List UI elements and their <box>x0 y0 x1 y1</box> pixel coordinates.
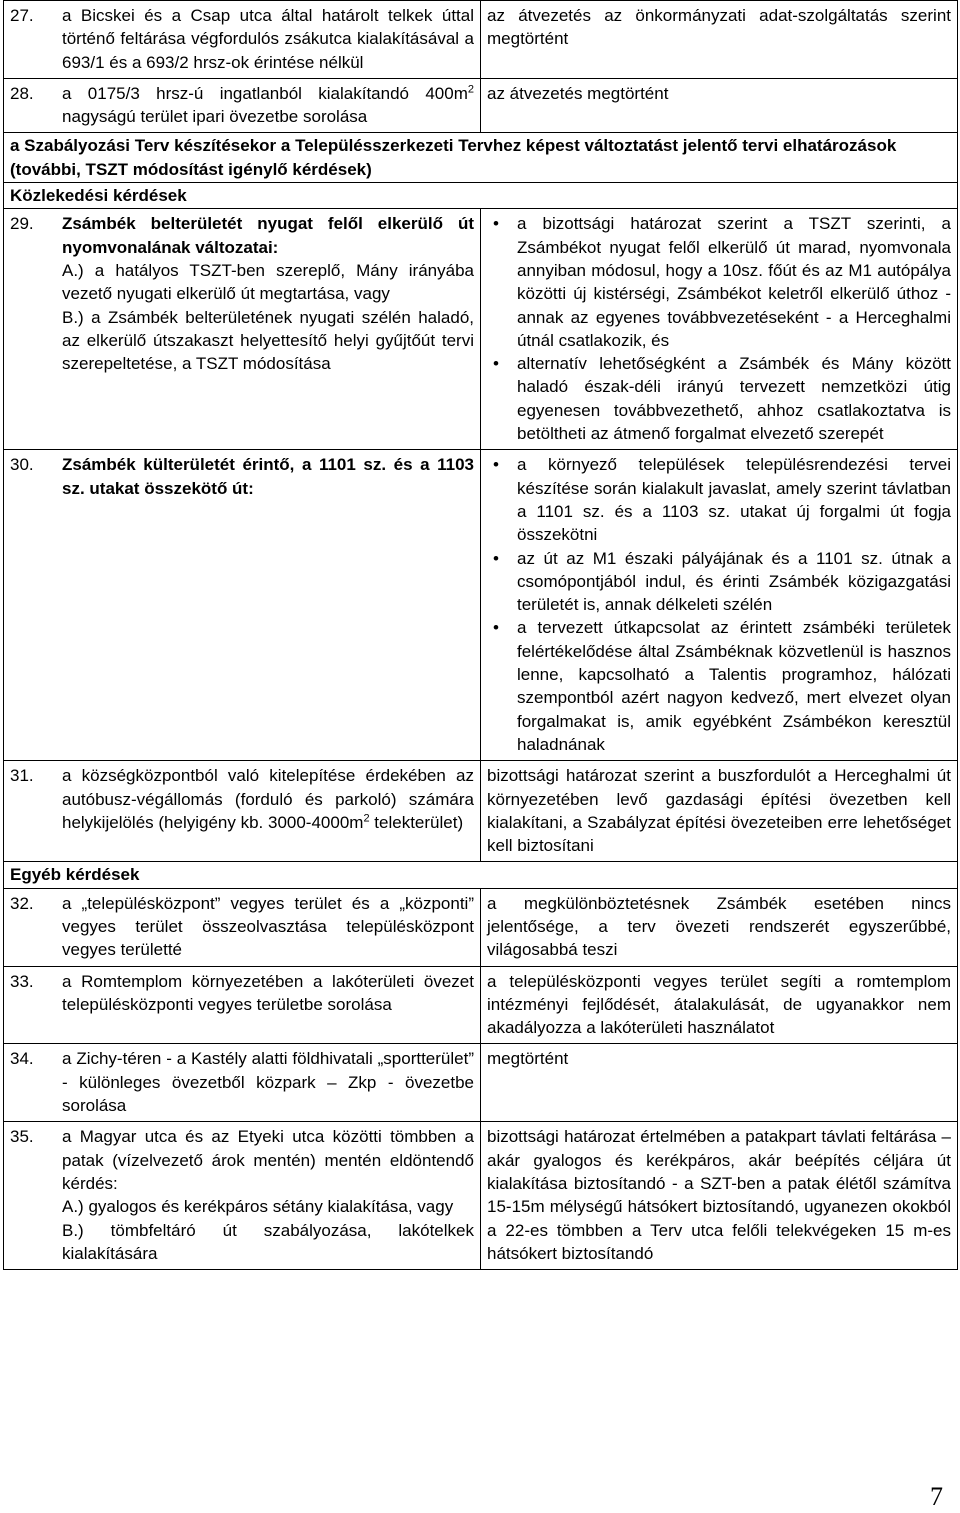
item-number: 31. <box>10 766 34 786</box>
list-item: • a környező települések településrendezési tervei készítése során kialakult javaslat, amely szerint távlatban a 1101 sz. és a 1103 sz. utakat új forgalmi út fogja összekötni <box>487 453 951 546</box>
item-number: 29. <box>10 214 34 234</box>
table-row <box>4 966 958 1044</box>
bullet-list <box>487 212 951 445</box>
item-text-part: nagyságú terület ipari övezetbe sorolása <box>62 107 368 127</box>
sub-heading-text: Közlekedési kérdések <box>10 186 187 206</box>
item-number: 35. <box>10 1127 34 1147</box>
decision-cell: megtörtént <box>481 1044 958 1122</box>
item-text <box>62 82 474 129</box>
item-text: a „településközpont” vegyes terület és a „központi” vegyes terület összeolvasztása településközpont vegyes területté <box>62 893 474 960</box>
item-cell <box>4 966 481 1044</box>
item-text: a Romtemplom környezetében a lakóterületi övezet településközponti vegyes területbe sorolása <box>62 971 474 1014</box>
item-cell <box>4 1044 481 1122</box>
list-item: • az út az M1 északi pályájának és a 1101 sz. útnak a csomópontjából indul, és érinti Zsámbék közigazgatási területét is, annak délkeleti szélén <box>487 547 951 617</box>
table-row <box>4 1044 958 1122</box>
table-row <box>4 209 958 450</box>
section-heading <box>4 133 958 183</box>
section-heading-row <box>4 133 958 183</box>
table-row <box>4 888 958 966</box>
option-b <box>62 1219 474 1266</box>
item-cell <box>4 761 481 862</box>
option-label: A.) <box>62 260 84 280</box>
decision-cell <box>481 209 958 450</box>
item-text-part: telekterület) <box>369 812 464 832</box>
list-item: • alternatív lehetőségként a Zsámbék és Mány között haladó észak-déli irányú tervezett nemzetközi útig egyenesen továbbvezethető, ahhoz csatlakoztatva is betöltheti az átmenő forgalmat elvezető szerepét <box>487 352 951 445</box>
subheading-row <box>4 183 958 209</box>
decision-cell: bizottsági határozat szerint a buszfordulót a Herceghalmi út környezetében levő gazdasági építési övezetben kell kialakítani, a Szabályzat építési övezeteiben erre lehetőséget kell biztosítani <box>481 761 958 862</box>
item-cell <box>4 1122 481 1270</box>
option-a <box>62 1195 474 1218</box>
item-text-part: a 0175/3 hrsz-ú ingatlanból kialakítandó 400m <box>62 83 468 103</box>
decision-cell: bizottsági határozat értelmében a patakpart távlati feltárása – akár gyalogos és kerékpáros, akár beépítés céljára út kialakítása biztosítandó - a SZT-ben a patak élétől számítva 15-15m mélységű hátsókert biztosítandó, ugyanezen okokból a 22-es tömbben a Terv utca felőli telekvégeken 15 m-es hátsókert biztosítandó <box>481 1122 958 1270</box>
item-cell <box>4 209 481 450</box>
sub-heading <box>4 862 958 888</box>
option-label: B.) <box>62 307 84 327</box>
item-cell <box>4 78 481 133</box>
superscript: 2 <box>363 812 370 825</box>
decision-cell <box>481 450 958 761</box>
item-number: 30. <box>10 455 34 475</box>
sub-heading-text: Egyéb kérdések <box>10 865 140 885</box>
list-item: • a tervezett útkapcsolat az érintett zsámbéki területek felértékelődése által Zsámbéknak közvetlenül is hasznos lenne, kapcsolható a Talentis programhoz, hálózati szempontból azért nagyon kedvező, mert elvezet olyan forgalmakat is, amik egyébként Zsámbékon keresztül haladnának <box>487 616 951 756</box>
option-a <box>62 259 474 306</box>
option-text: a Zsámbék belterületének nyugati szélén haladó, az elkerülő útszakaszt helyettesítő helyi gyűjtőút tervi szerepeltetése, a TSZT módosítása <box>62 307 474 374</box>
option-label: A.) <box>62 1197 84 1217</box>
option-label: B.) <box>62 1220 84 1240</box>
item-number: 34. <box>10 1049 34 1069</box>
item-text <box>62 212 474 259</box>
item-cell <box>4 1 481 79</box>
document-table <box>3 0 958 1270</box>
subheading-row <box>4 862 958 888</box>
superscript: 2 <box>467 83 474 96</box>
section-heading-text: a Szabályozási Terv készítésekor a Településszerkezeti Tervhez képest változtatást jelentő tervi elhatározások (további, TSZT módosítást igénylő kérdések) <box>10 136 897 179</box>
item-title: Zsámbék külterületét érintő, a 1101 sz. és a 1103 sz. utakat összekötő út: <box>62 455 474 498</box>
table-row <box>4 450 958 761</box>
sub-heading <box>4 183 958 209</box>
option-text: gyalogos és kerékpáros sétány kialakítása, vagy <box>83 1197 454 1217</box>
option-text: a hatályos TSZT-ben szereplő, Mány irányába vezető nyugati elkerülő út megtartása, vagy <box>62 260 474 304</box>
item-text: a Magyar utca és az Etyeki utca közötti tömbben a patak (vízelvezető árok mentén) mentén eldöntendő kérdés: <box>62 1127 474 1193</box>
decision-cell: a megkülönböztetésnek Zsámbék esetében nincs jelentősége, a terv övezeti rendszerét egyszerűbbé, világosabbá teszi <box>481 888 958 966</box>
item-number: 28. <box>10 83 34 103</box>
table-row <box>4 1 958 79</box>
item-number: 33. <box>10 971 34 991</box>
page-number: 7 <box>930 1482 943 1511</box>
table-row <box>4 761 958 862</box>
decision-cell: az átvezetés az önkormányzati adat-szolgáltatás szerint megtörtént <box>481 1 958 79</box>
option-b <box>62 306 474 376</box>
item-text-part: a községközpontból való kitelepítése érdekében az autóbusz-végállomás (forduló és parkoló) számára helykijelölés (helyigény kb. 3000-4000m <box>62 766 474 832</box>
item-text <box>62 764 474 834</box>
table-row <box>4 78 958 133</box>
decision-cell: a településközponti vegyes terület segíti a romtemplom intézményi fejlődését, átalakulását, de ugyanakkor nem akadályozza a lakóterületi használatot <box>481 966 958 1044</box>
item-number: 32. <box>10 893 34 913</box>
item-text: a Zichy-téren - a Kastély alatti földhivatali „sportterület” - különleges övezetből közpark – Zkp - övezetbe sorolása <box>62 1049 474 1116</box>
item-text <box>62 453 474 500</box>
item-number: 27. <box>10 6 34 25</box>
item-title: Zsámbék belterületét nyugat felől elkerülő út nyomvonalának változatai: <box>62 214 474 257</box>
list-item: • a bizottsági határozat szerint a TSZT szerinti, a Zsámbékot nyugat felől elkerülő út marad, nyomvonala annyiban módosul, hogy a 10sz. főút és az M1 autópálya közötti új kistérségi, Zsámbékot keletről elkerülő úthoz - annak az egyenes továbbvezetéseként - a Herceghalmi útnál csatlakozik, és <box>487 212 951 352</box>
bullet-list <box>487 453 951 756</box>
item-text: a Bicskei és a Csap utca által határolt telkek úttal történő feltárása végfordulós zsákutca kialakításával a 693/1 és a 693/2 hrsz-ok érintése nélkül <box>62 6 474 72</box>
decision-cell: az átvezetés megtörtént <box>481 78 958 133</box>
item-cell <box>4 450 481 761</box>
item-cell <box>4 888 481 966</box>
table-row <box>4 1122 958 1270</box>
option-text: tömbfeltáró út szabályozása, lakótelkek kialakítására <box>62 1220 474 1263</box>
